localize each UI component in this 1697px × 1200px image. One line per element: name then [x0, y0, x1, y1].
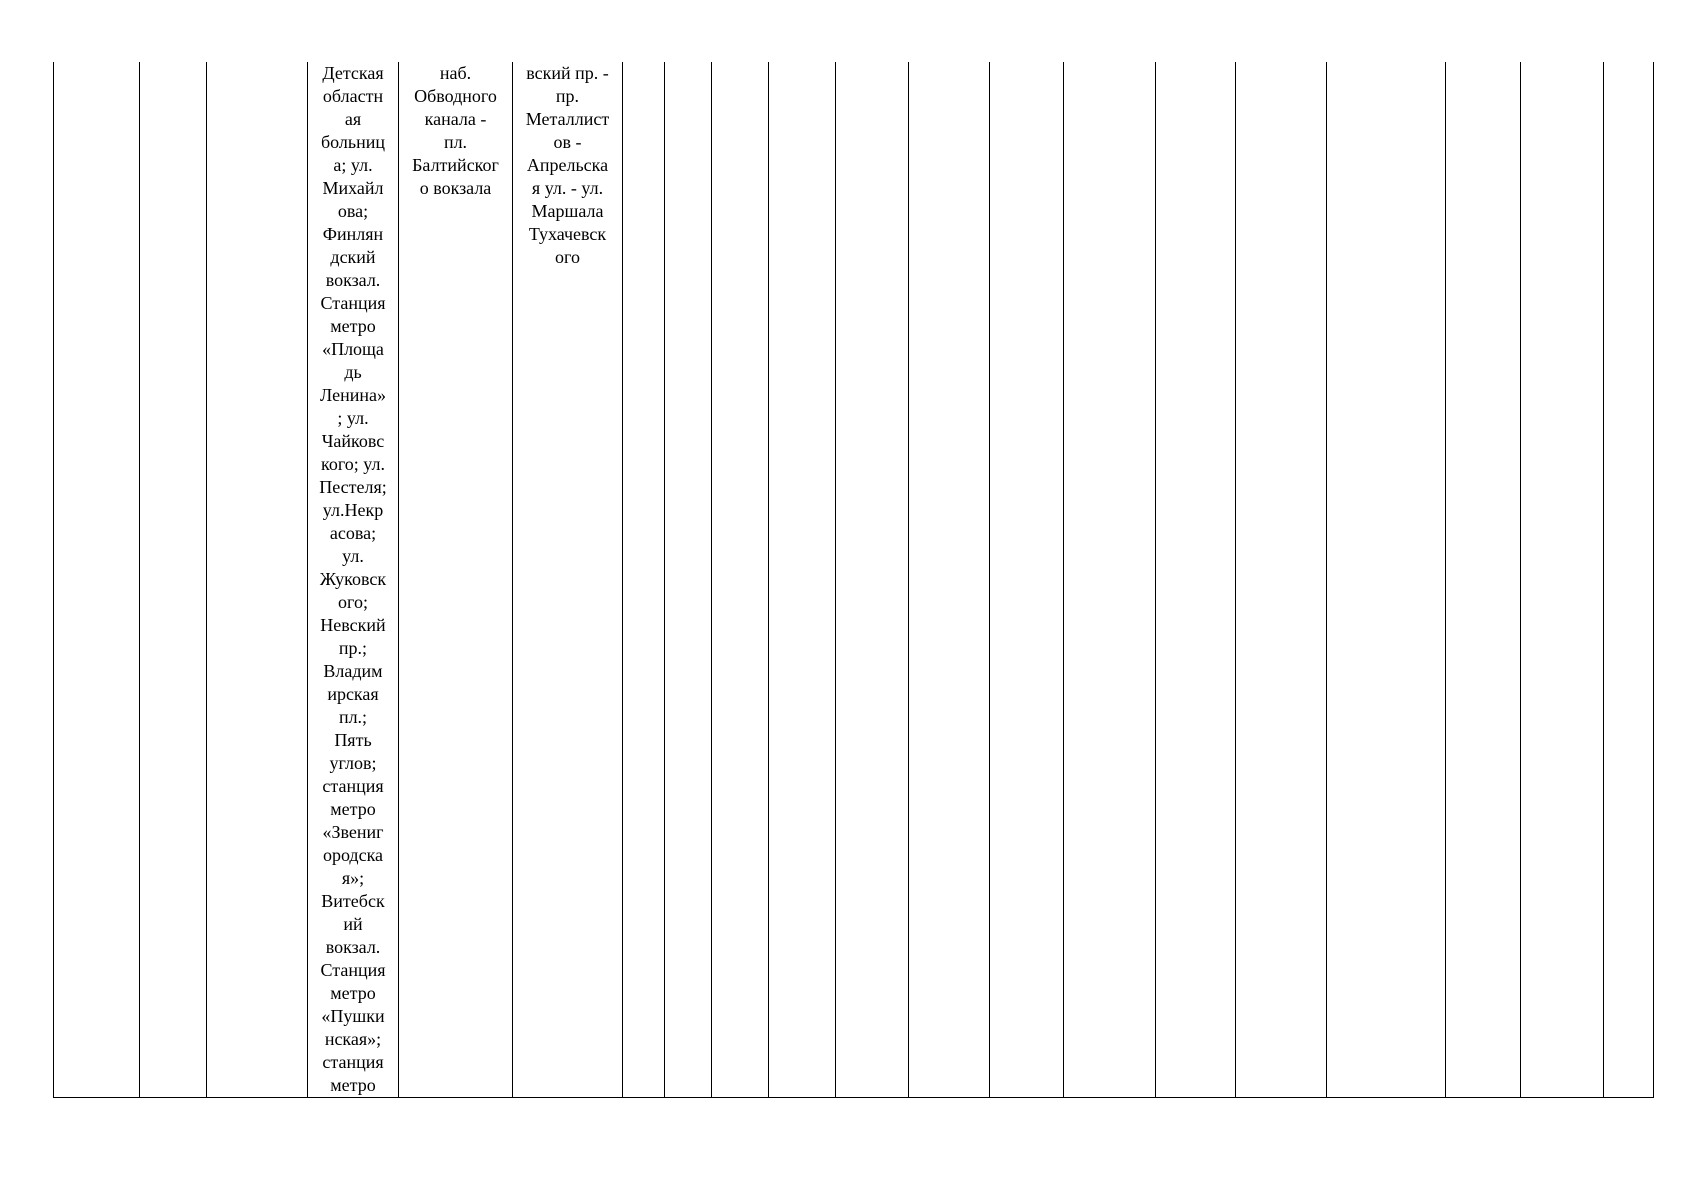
table-cell-10 — [769, 62, 836, 1098]
document-table-wrapper — [53, 62, 1654, 1098]
table-cell-route-end: вский пр. - пр. Металлист ов - Апрельска я ул. - ул. Маршала Тухачевск ого — [513, 62, 623, 1098]
table-cell-stops: Детская областн ая больниц а; ул. Михайл ова; Финлян дский вокзал. Станция метро «Площа дь Ленина» ; ул. Чайковс кого; ул. Пестеля; ул.Некр асова; ул. Жуковск ого; Невский пр.; Владим ирская пл.; Пять углов; станция метро «Звениг ородска я»; Витебск ий вокзал. Станция метро «Пушки нская»; станция метро — [308, 62, 399, 1098]
document-table — [53, 62, 1654, 1098]
table-cell-14 — [1064, 62, 1156, 1098]
table-cell-9 — [712, 62, 769, 1098]
table-cell-12 — [909, 62, 990, 1098]
table-cell-18 — [1446, 62, 1521, 1098]
table-cell-19 — [1521, 62, 1604, 1098]
table-row — [54, 62, 1654, 1098]
table-cell-7 — [623, 62, 665, 1098]
table-cell-15 — [1156, 62, 1236, 1098]
table-cell-16 — [1236, 62, 1327, 1098]
table-cell-20 — [1604, 62, 1654, 1098]
table-cell-17 — [1327, 62, 1446, 1098]
table-cell-8 — [665, 62, 712, 1098]
table-cell-3 — [207, 62, 308, 1098]
table-cell-route-start: наб. Обводного канала - пл. Балтийског о вокзала — [399, 62, 513, 1098]
table-cell-1 — [54, 62, 140, 1098]
table-cell-2 — [140, 62, 207, 1098]
table-cell-13 — [990, 62, 1064, 1098]
table-cell-11 — [836, 62, 909, 1098]
